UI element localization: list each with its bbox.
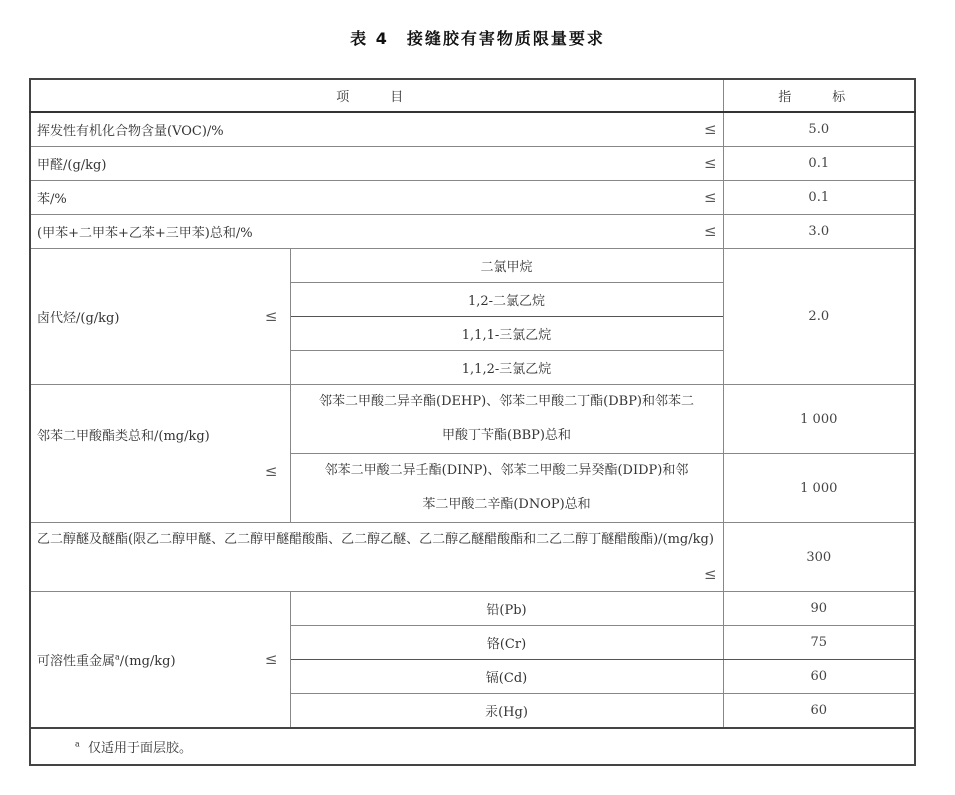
- halo-value: 2.0: [723, 249, 915, 385]
- phthalate-row: [30, 385, 915, 454]
- table-row: [30, 147, 915, 181]
- table-row: [30, 215, 915, 249]
- halo-sub: 1,1,2-三氯乙烷: [290, 351, 723, 385]
- glycol-row: [30, 523, 915, 592]
- metal-name: 汞(Hg): [290, 694, 723, 729]
- metals-row: [30, 592, 915, 626]
- table-row: [30, 112, 915, 147]
- table-header-row: [30, 79, 915, 112]
- le-symbol: ≤: [703, 565, 717, 583]
- footnote-text: 仅适用于面层胶。: [88, 741, 193, 756]
- row-value: 5.0: [723, 112, 915, 147]
- metal-value: 60: [723, 660, 915, 694]
- metal-value: 90: [723, 592, 915, 626]
- footnote-mark: a: [115, 652, 120, 662]
- header-index: 指 标: [723, 79, 915, 112]
- phthalate-sub: 邻苯二甲酸二异辛酯(DEHP)、邻苯二甲酸二丁酯(DBP)和邻苯二甲酸丁苄酯(BBP)总和: [290, 385, 723, 454]
- row-item: 甲醛/(g/kg): [37, 158, 107, 173]
- metal-name: 铬(Cr): [290, 626, 723, 660]
- halo-sub: 二氯甲烷: [290, 249, 723, 283]
- le-symbol: ≤: [264, 650, 278, 668]
- row-value: 3.0: [723, 215, 915, 249]
- le-symbol: ≤: [264, 307, 278, 325]
- metal-value: 75: [723, 626, 915, 660]
- row-item: (甲苯+二甲苯+乙苯+三甲苯)总和/%: [37, 226, 253, 241]
- table-title: 表 4 接缝胶有害物质限量要求: [350, 29, 605, 48]
- phthalate-value: 1 000: [723, 385, 915, 454]
- halo-sub: 1,1,1-三氯乙烷: [290, 317, 723, 351]
- glycol-item: 乙二醇醚及醚酯(限乙二醇甲醚、乙二醇甲醚醋酸酯、乙二醇乙醚、乙二醇乙醚醋酸酯和二乙二醇丁醚醋酸酯)/(mg/kg): [37, 532, 714, 547]
- table-row: [30, 181, 915, 215]
- metal-value: 60: [723, 694, 915, 729]
- le-symbol: ≤: [703, 120, 717, 138]
- metals-unit: /(mg/kg): [119, 654, 176, 669]
- phthalate-item: 邻苯二甲酸酯类总和/(mg/kg): [37, 428, 210, 444]
- metal-name: 镉(Cd): [290, 660, 723, 694]
- le-symbol: ≤: [703, 154, 717, 172]
- row-item: 挥发性有机化合物含量(VOC)/%: [37, 124, 224, 139]
- footnote-mark: a: [75, 739, 80, 749]
- le-symbol: ≤: [703, 188, 717, 206]
- footnote-row: [30, 728, 915, 765]
- le-symbol: ≤: [703, 222, 717, 240]
- header-item: 项 目: [30, 79, 723, 112]
- row-value: 0.1: [723, 181, 915, 215]
- phthalate-sub: 邻苯二甲酸二异壬酯(DINP)、邻苯二甲酸二异癸酯(DIDP)和邻苯二甲酸二辛酯(DNOP)总和: [290, 454, 723, 523]
- row-item: 苯/%: [37, 192, 67, 207]
- halo-row: [30, 249, 915, 283]
- phthalate-value: 1 000: [723, 454, 915, 523]
- le-symbol: ≤: [264, 461, 278, 480]
- metals-item: 可溶性重金属: [37, 654, 116, 669]
- metal-name: 铅(Pb): [290, 592, 723, 626]
- row-value: 0.1: [723, 147, 915, 181]
- hazardous-substance-table: [29, 78, 916, 766]
- glycol-value: 300: [723, 523, 915, 592]
- halo-item: 卤代烃/(g/kg): [37, 311, 120, 326]
- halo-sub: 1,2-二氯乙烷: [290, 283, 723, 317]
